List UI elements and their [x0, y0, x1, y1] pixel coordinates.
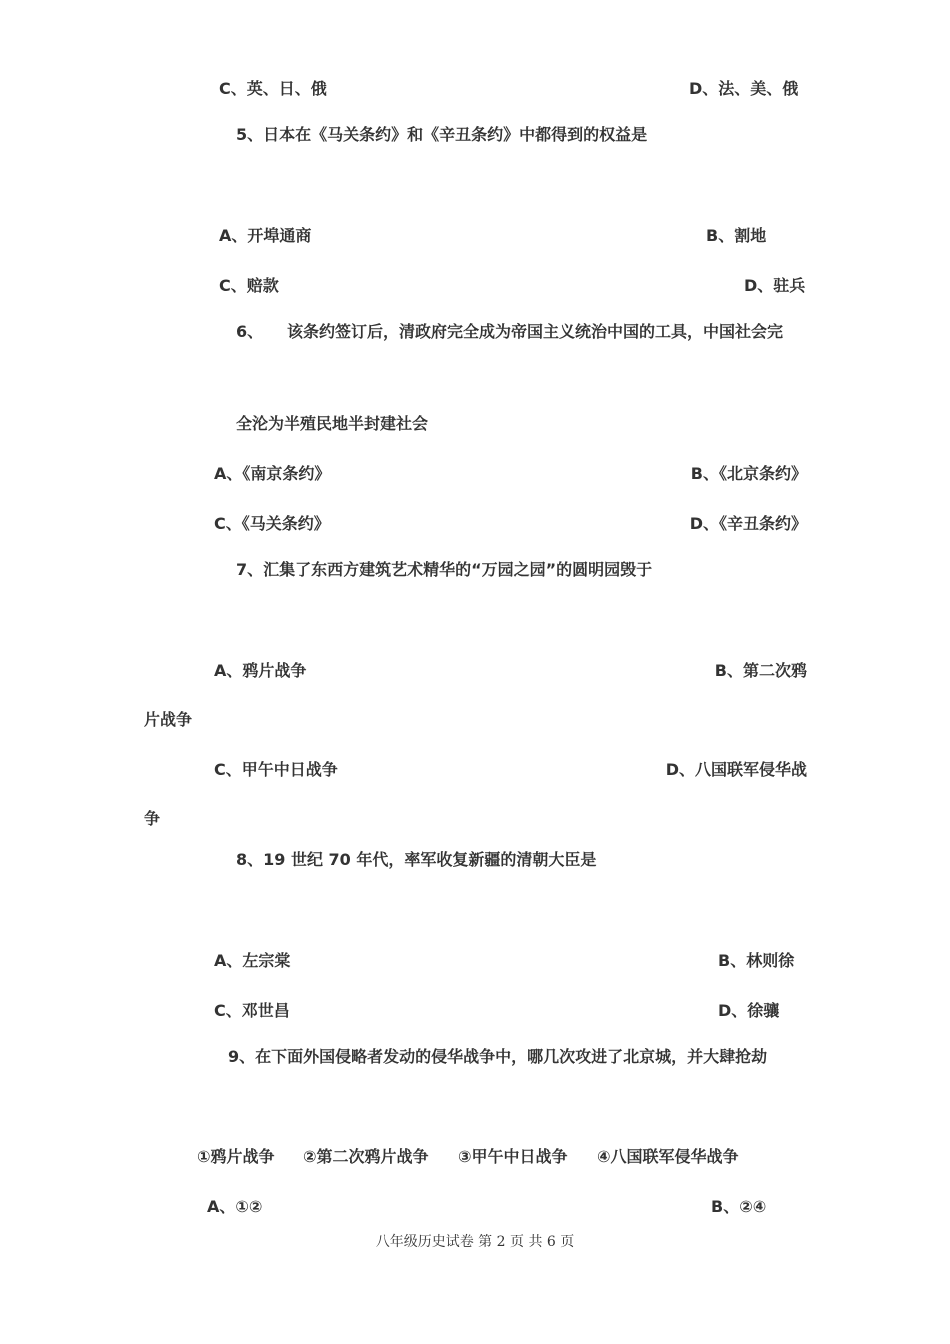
option-7a: A、鸦片战争: [214, 661, 307, 680]
option-7b: B、第二次鸦: [714, 661, 807, 680]
option-5c: C、赔款: [219, 276, 279, 295]
option-7c: C、甲午中日战争: [214, 760, 338, 779]
option-7b-continued: 片战争: [144, 710, 193, 729]
option-6c: C、《马关条约》: [214, 514, 330, 533]
option-6a: A、《南京条约》: [214, 464, 331, 483]
page-footer: 八年级历史试卷 第 2 页 共 6 页: [375, 1234, 575, 1250]
option-5b: B、割地: [706, 226, 767, 245]
question-9-item-3: ③甲午中日战争: [458, 1147, 568, 1166]
option-4d: D、法、美、俄: [689, 79, 799, 98]
question-9-item-2: ②第二次鸦片战争: [303, 1147, 429, 1166]
question-9-item-1: ①鸦片战争: [197, 1147, 275, 1166]
option-9b: B、②④: [711, 1197, 767, 1216]
option-8a: A、左宗棠: [214, 951, 291, 970]
option-6d: D、《辛丑条约》: [689, 514, 807, 533]
question-8: 8、19 世纪 70 年代，率军收复新疆的清朝大臣是: [236, 850, 597, 869]
option-8d: D、徐骧: [718, 1001, 780, 1020]
question-6-number: 6、: [236, 322, 264, 341]
option-9a: A、①②: [207, 1197, 263, 1216]
option-6b: B、《北京条约》: [690, 464, 807, 483]
question-7: 7、汇集了东西方建筑艺术精华的“万园之园”的圆明园毁于: [236, 560, 653, 579]
question-6-continued: 全沦为半殖民地半封建社会: [236, 414, 429, 433]
option-5d: D、驻兵: [744, 276, 806, 295]
option-8b: B、林则徐: [718, 951, 795, 970]
option-5a: A、开埠通商: [219, 226, 312, 245]
question-5: 5、日本在《马关条约》和《辛丑条约》中都得到的权益是: [236, 125, 648, 144]
option-7d-continued: 争: [144, 809, 161, 828]
question-9: 9、在下面外国侵略者发动的侵华战争中，哪几次攻进了北京城，并大肆抢劫: [228, 1047, 768, 1066]
option-7d: D、八国联军侵华战: [665, 760, 807, 779]
option-4c: C、英、日、俄: [219, 79, 327, 98]
question-6: 该条约签订后，清政府完全成为帝国主义统治中国的工具，中国社会完: [287, 322, 784, 341]
question-9-item-4: ④八国联军侵华战争: [597, 1147, 739, 1166]
option-8c: C、邓世昌: [214, 1001, 290, 1020]
